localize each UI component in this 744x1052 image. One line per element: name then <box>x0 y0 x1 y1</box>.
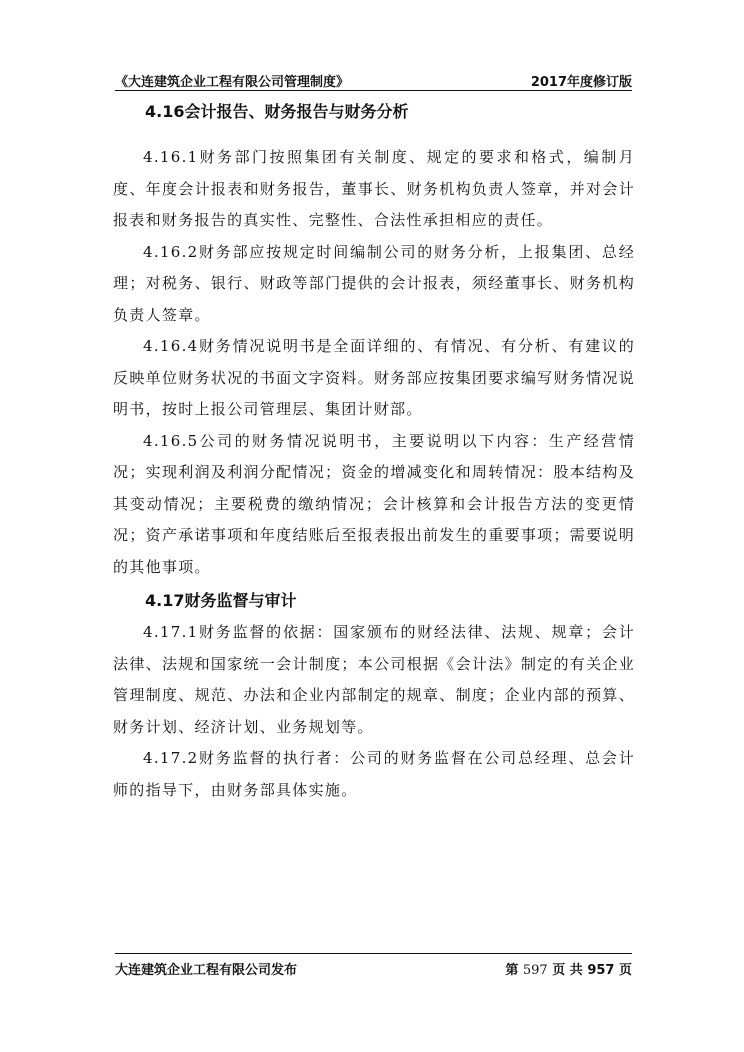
page-prefix: 第 <box>505 963 519 978</box>
page-header <box>115 68 632 91</box>
page-middle: 页 共 <box>552 963 583 978</box>
header-title: 《大连建筑企业工程有限公司管理制度》 <box>115 75 350 90</box>
section-heading-4-17: 4.17财务监督与审计 <box>145 591 297 610</box>
paragraph-4-16-4: 4.16.4财务情况说明书是全面详细的、有情况、有分析、有建议的反映单位财务状况的书面文字资料。财务部应按集团要求编写财务情况说明书，按时上报公司管理层、集团计财部。 <box>113 337 635 418</box>
paragraph-4-17-2: 4.17.2财务监督的执行者：公司的财务监督在公司总经理、总会计师的指导下，由财务部具体实施。 <box>113 749 635 799</box>
paragraph-4-16-5: 4.16.5公司的财务情况说明书，主要说明以下内容：生产经营情况；实现利润及利润分配情况；资金的增减变化和周转情况：股本结构及其变动情况；主要税费的缴纳情况；会计核算和会计报告方法的变更情况；资产承诺事项和年度结账后至报表报出前发生的重要事项；需要说明的其他事项。 <box>113 431 635 576</box>
paragraph-4-16-2: 4.16.2财务部应按规定时间编制公司的财务分析，上报集团、总经理；对税务、银行、财政等部门提供的会计报表，须经董事长、财务机构负责人签章。 <box>113 242 635 324</box>
paragraph-4-17-1: 4.17.1财务监督的依据：国家颁布的财经法律、法规、规章；会计法律、法规和国家统一会计制度；本公司根据《会计法》制定的有关企业管理制度、规范、办法和企业内部制定的规章、制度；企业内部的预算、财务计划、经济计划、业务规划等。 <box>113 623 635 736</box>
page-footer <box>115 953 632 978</box>
footer-publisher: 大连建筑企业工程有限公司发布 <box>115 963 298 978</box>
section-heading-4-16: 4.16会计报告、财务报告与财务分析 <box>145 102 409 121</box>
header-edition: 2017年度修订版 <box>530 75 632 90</box>
document-body <box>113 96 635 806</box>
page-current: 597 <box>522 963 548 978</box>
page-total: 957 <box>587 963 615 978</box>
page-number <box>505 959 632 978</box>
paragraph-4-16-1: 4.16.1财务部门按照集团有关制度、规定的要求和格式，编制月度、年度会计报表和财务报告，董事长、财务机构负责人签章，并对会计报表和财务报告的真实性、完整性、合法性承担相应的责任。 <box>113 148 635 229</box>
page-suffix: 页 <box>618 963 632 978</box>
